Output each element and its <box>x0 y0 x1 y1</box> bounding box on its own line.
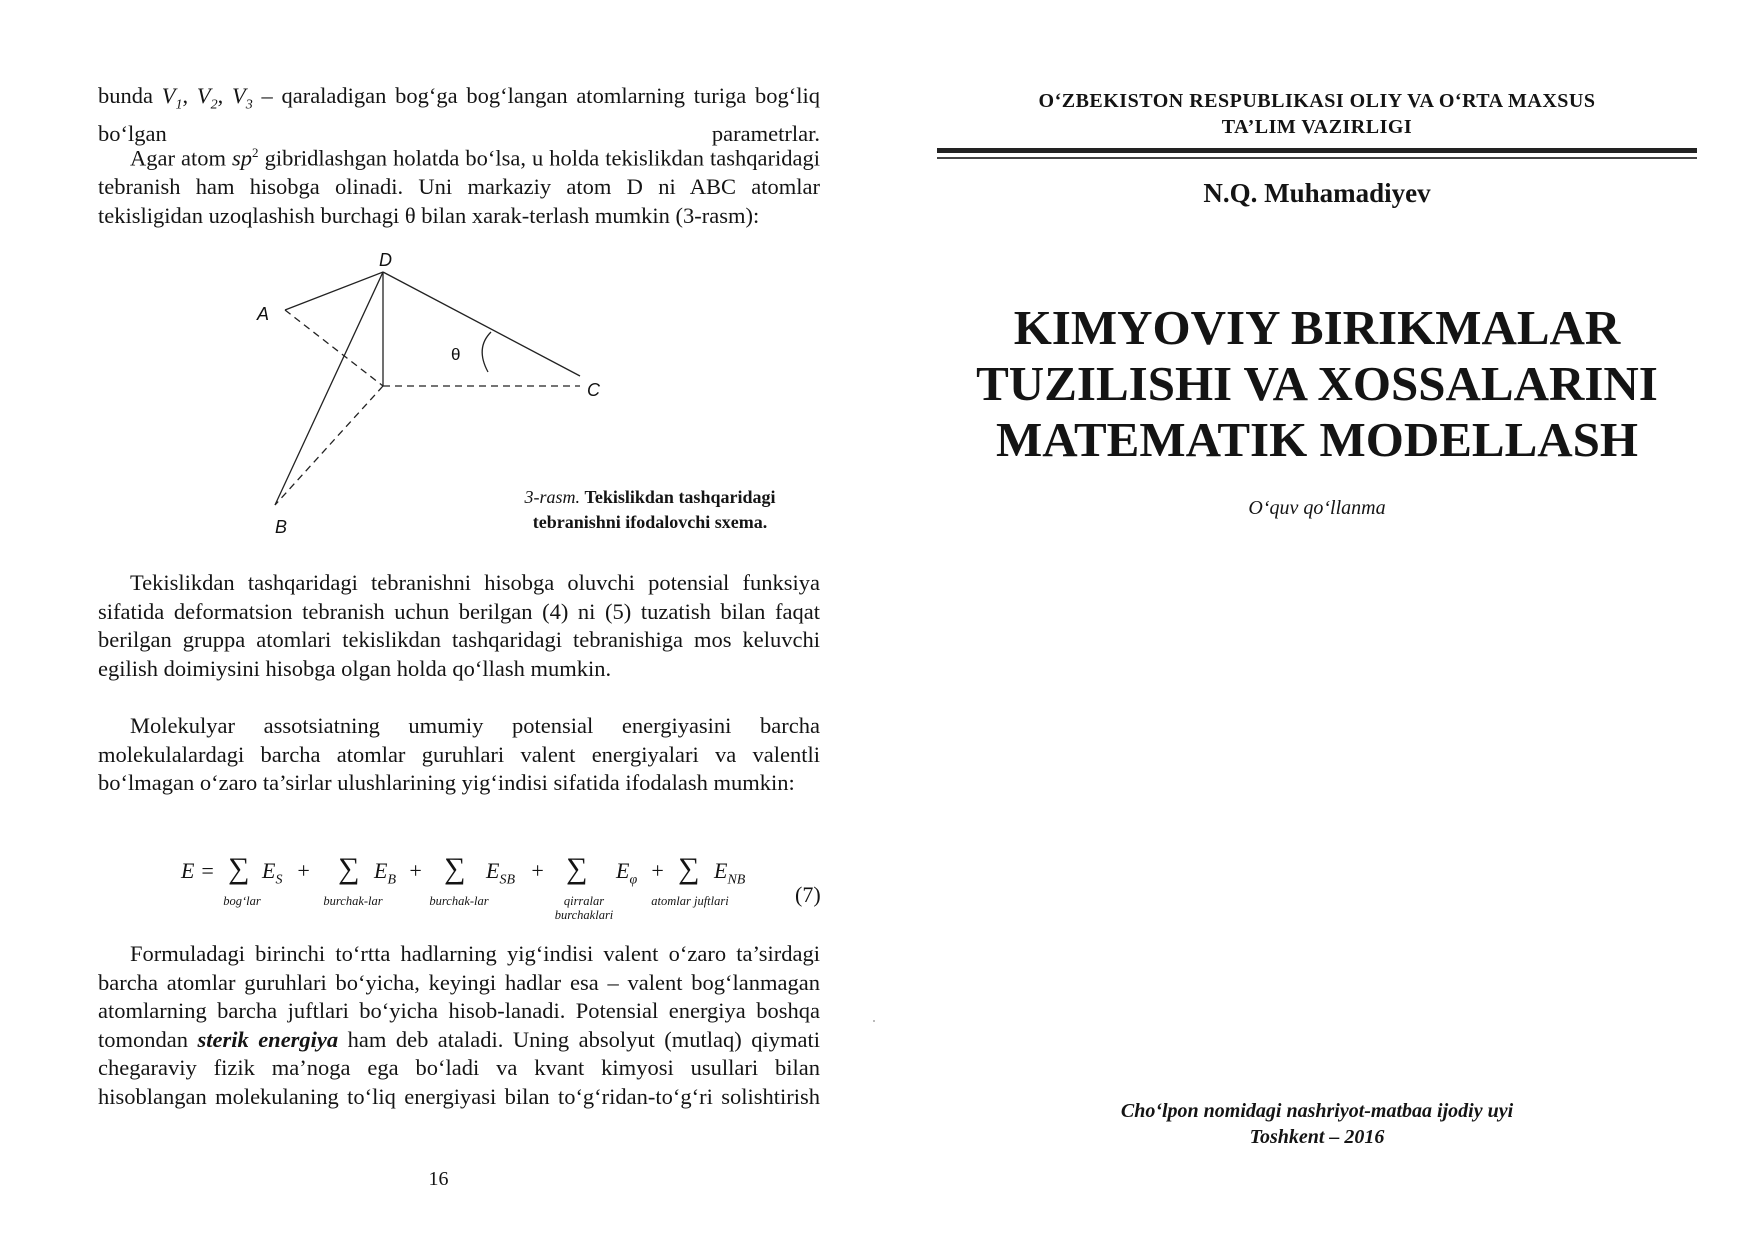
edge-D-C <box>383 272 580 376</box>
label-A: A <box>257 304 270 324</box>
var-v3: $V_3$ <box>231 83 253 113</box>
ministry-line-1: O‘ZBEKISTON RESPUBLIKASI OLIY VA O‘RTA MAXSUS <box>1038 90 1596 112</box>
var-v2: $V_2$ <box>196 83 218 113</box>
sigma-4: ∑ <box>566 852 588 885</box>
label-C: C <box>587 380 600 400</box>
para1-text: – qaraladigan bog‘ga bog‘langan atomlarning turiga bog‘liq bo‘lgan parametrlar. <box>98 83 821 147</box>
sigma-3: ∑ <box>444 852 466 885</box>
equation-lhs: E = <box>181 858 215 883</box>
edge-center-B <box>275 386 383 505</box>
var-v1: $V_1$ <box>161 83 183 113</box>
paragraph-parameters: bunda $V_1$, $V_2$, $V_3$ – qaraladigan bog‘ga bog‘langan atomlarning turiga bog‘liq bo‘lgan parametrlar. <box>98 83 821 147</box>
term-eb: $E_B$ <box>374 858 397 888</box>
plus-1: + <box>296 858 311 883</box>
equation-number: (7) <box>795 882 821 907</box>
ministry-heading <box>937 88 1697 140</box>
label-angles-1: burchak-lar <box>323 894 383 908</box>
label-theta: θ <box>451 345 461 364</box>
sp-term: sp <box>232 145 253 171</box>
book-subtitle: O‘quv qo‘llanma <box>1248 497 1386 519</box>
term-ephi: $E_\varphi$ <box>616 858 638 888</box>
divider-thin <box>937 157 1697 159</box>
sigma-1: ∑ <box>228 852 250 885</box>
paragraph-formula-explanation: Formuladagi birinchi to‘rtta hadlarning yig‘indisi valent o‘zaro ta’sirdagi barcha atomlar guruhlari bo‘yicha, keyingi hadlar esa – valent bog‘lanmagan atomlarning barcha juftlari bo‘yicha hisob-lanadi. Potensial energiya boshqa tomondan sterik energiya ham deb ataladi. Uning absolyut (mutlaq) qiymati chegaraviy fizik ma’noga ega bo‘ladi va kvant kimyosi usullari bilan hisoblangan molekulaning to‘liq energiyasi bilan to‘g‘ridan-to‘g‘ri solishtirish <box>98 941 820 1109</box>
paragraph-out-of-plane: Tekislikdan tashqaridagi tebranishni hisobga oluvchi potensial funksiya sifatida deformatsion tebranish uchun berilgan (4) ni (5) tuzatish bilan faqat berilgan gruppa atomlari tekislikdan tashqaridagi tebranishiga mos keluvchi egilish doimiysini hisobga olgan holda qo‘llash mumkin. <box>98 570 820 681</box>
theta-arc <box>482 332 491 372</box>
term-es: $E_S$ <box>262 858 283 888</box>
caption-text: Tekislikdan tashqaridagi tebranishni ifodalovchi sxema. <box>532 487 776 532</box>
plus-2: + <box>408 858 423 883</box>
paragraph-sp2: Agar atom $sp^2$ gibridlashgan holatda bo‘lsa, u holda tekislikdan tashqaridagi tebranish ham hisobga olinadi. Uni markaziy atom D ni ABC atomlar tekisligidan uzoqlashish burchagi θ bilan xarak-terlash mumkin (3-rasm): <box>98 145 821 228</box>
label-B: B <box>275 517 288 537</box>
label-atom-pairs: atomlar juftlari <box>651 894 729 908</box>
title-line-2: TUZILISHI VA XOSSALARINI <box>976 356 1658 411</box>
term-enb: $E_{NB}$ <box>714 858 746 888</box>
term-esb: $E_{SB}$ <box>486 858 516 888</box>
label-dihedral: qirralar burchaklari <box>554 894 614 922</box>
publisher-info <box>937 1098 1697 1150</box>
author-name: N.Q. Muhamadiyev <box>1203 178 1431 208</box>
right-page-title <box>877 0 1754 1240</box>
label-bonds: bog‘lar <box>223 894 261 908</box>
publisher-name: Cho‘lpon nomidagi nashriyot-matbaa ijodiy uyi <box>1120 1100 1514 1122</box>
gutter-dot <box>873 1020 875 1022</box>
label-angles-2: burchak-lar <box>429 894 489 908</box>
divider-thick <box>937 148 1697 153</box>
sigma-2: ∑ <box>338 852 360 885</box>
book-title <box>917 300 1717 468</box>
publisher-city-year: Toshkent – 2016 <box>1249 1126 1385 1148</box>
title-line-1: KIMYOVIY BIRIKMALAR <box>1013 300 1621 355</box>
figure-caption <box>495 485 805 535</box>
plus-4: + <box>650 858 665 883</box>
plus-3: + <box>530 858 545 883</box>
ministry-line-2: TA’LIM VAZIRLIGI <box>1221 116 1413 138</box>
label-D: D <box>379 250 392 270</box>
sigma-5: ∑ <box>678 852 700 885</box>
edge-A-center <box>285 310 383 386</box>
paragraph-potential-energy: Molekulyar assotsiatning umumiy potensial energiyasini barcha molekulalardagi barcha atomlar guruhlari valent energiyalari va valentli bo‘lmagan o‘zaro ta’sirlar ulushlarining yig‘indisi sifatida ifodalash mumkin: <box>98 713 820 796</box>
page-number: 16 <box>428 1168 449 1190</box>
caption-number: 3-rasm. <box>524 487 581 507</box>
equation-7 <box>170 852 820 928</box>
sterik-energiya-term: sterik energiya <box>197 1026 339 1052</box>
para1-prefix: bunda <box>98 83 162 108</box>
title-line-3: MATEMATIK MODELLASH <box>995 412 1639 467</box>
